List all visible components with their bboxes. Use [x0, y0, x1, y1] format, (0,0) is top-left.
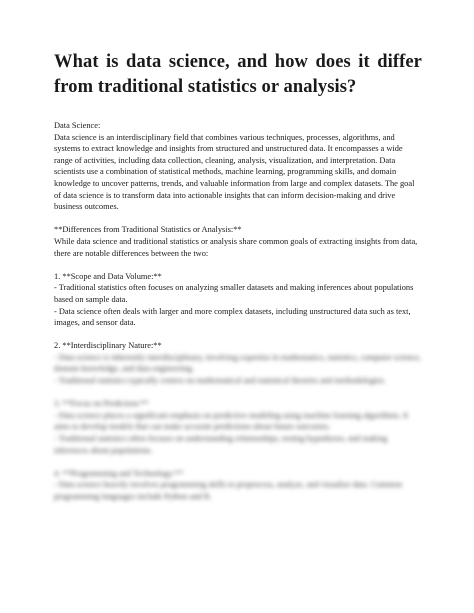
- section-paragraph-blurred: - Data science is inherently interdisciplinary, involving expertise in mathematics, statistics, computer science, domain knowledge, and data engineering. - Traditional statistics typically centers on mathematical and statistical theories and methodologies.: [54, 352, 421, 386]
- section-heading: 1. **Scope and Data Volume:**: [54, 271, 162, 281]
- section-differences: [54, 224, 422, 259]
- section-paragraph: - Data science heavily involves programming skills to preprocess, analyze, and visualize data. Common programming languages include Python and R.: [54, 480, 402, 501]
- section-heading: 4. **Programming and Technology:**: [54, 468, 184, 478]
- document-title: What is data science, and how does it differ from traditional statistics or analysis?: [54, 52, 422, 97]
- section-paragraph: - Traditional statistics often focuses on analyzing smaller datasets and making inferences about populations based on sample data. - Data science often deals with larger and more complex datasets, including unstructured data such as text, images, and sensor data.: [54, 283, 414, 328]
- section-scope: [54, 271, 422, 329]
- section-heading: **Differences from Traditional Statistics or Analysis:**: [54, 225, 242, 235]
- section-prediction-blurred: [54, 398, 422, 456]
- document-page: [54, 50, 422, 503]
- section-heading: 3. **Focus on Prediction:**: [54, 399, 149, 409]
- section-data-science: [54, 120, 422, 213]
- section-interdisciplinary: [54, 340, 422, 386]
- section-paragraph: - Data science places a significant emphasis on predictive modeling using machine learning algorithms. It aims to develop models that can make accurate predictions about future outcomes. - Traditional statistics often focuses on understanding relationships, testing hypotheses, and making inferences about populations.: [54, 410, 409, 455]
- section-paragraph: Data science is an interdisciplinary field that combines various techniques, processes, algorithms, and systems to extract knowledge and insights from structured and unstructured data. It encompasses a wide range of activities, including data collection, cleaning, analysis, visualization, and interpretation. Data scientists use a combination of statistical methods, machine learning, programming skills, and domain knowledge to uncover patterns, trends, and valuable information from large and complex datasets. The goal of data science is to transform data into actionable insights that can inform decision-making and drive business outcomes.: [54, 132, 415, 212]
- section-heading: Data Science:: [54, 121, 101, 130]
- section-heading: 2. **Interdisciplinary Nature:**: [54, 341, 162, 351]
- section-programming-blurred: [54, 468, 422, 503]
- section-paragraph: While data science and traditional statistics or analysis share common goals of extracting insights from data, there are notable differences between the two:: [54, 236, 418, 258]
